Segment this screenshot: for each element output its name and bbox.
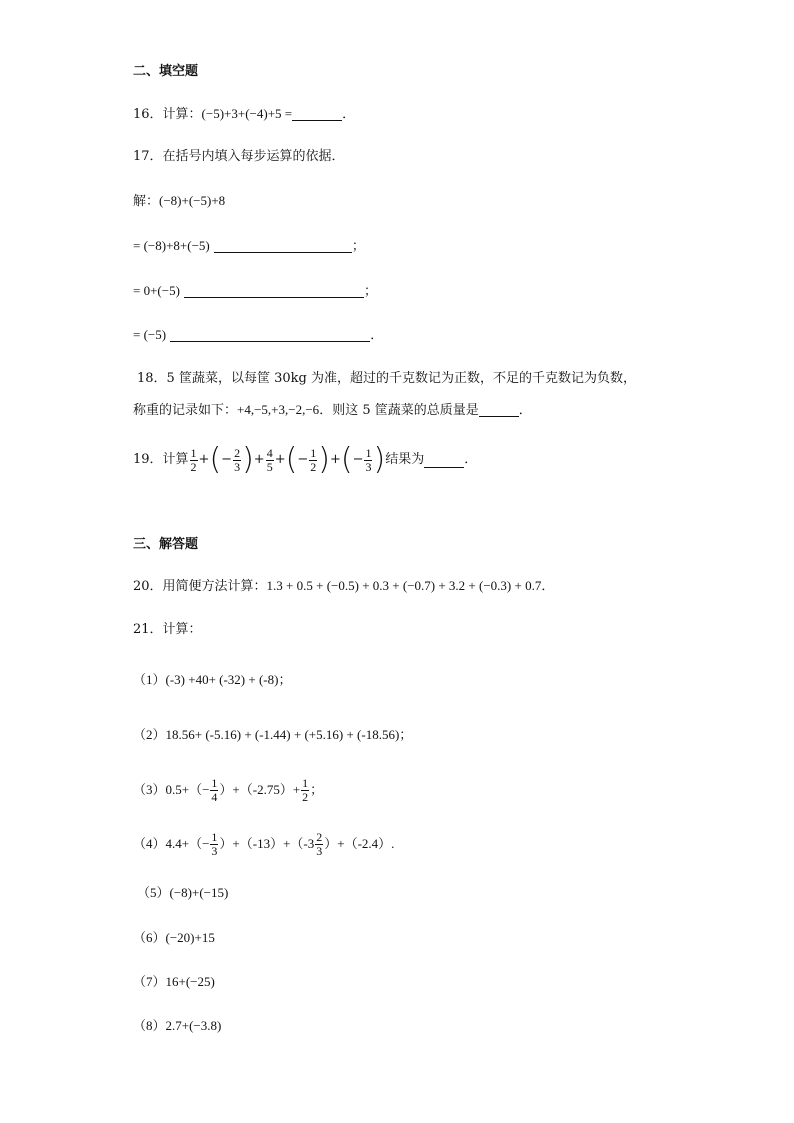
q19-frac-3-den: 5 <box>266 459 273 474</box>
q21-p4-c: ）+（-2.4）. <box>324 836 395 852</box>
q21-p3-frac-2-den: 2 <box>302 789 309 804</box>
q19-suffix: 结果为 <box>385 452 425 467</box>
q19-frac-1-den: 2 <box>190 459 197 474</box>
q19-prefix: 19．计算 <box>133 452 189 467</box>
q21-p3-a: （3）0.5+（− <box>133 782 210 798</box>
minus-sign: − <box>352 452 364 467</box>
question-21-stem: 21．计算： <box>133 622 202 637</box>
q21-p4-a: （4）4.4+（− <box>133 836 210 852</box>
q17-solution-label: 解： <box>133 194 160 209</box>
q17-step1-end: ； <box>351 239 365 254</box>
q21-p4-frac-1 <box>210 831 218 858</box>
q17-step1-reason-blank[interactable] <box>214 238 352 253</box>
q19-frac-3 <box>266 447 274 474</box>
left-paren: ( <box>285 442 298 477</box>
q18-records-label: 称重的记录如下： <box>133 403 238 418</box>
question-18-line1: 18．5 筐蔬菜，以每筐 30kg 为准，超过的千克数记为正数，不足的千克数记为负数， <box>137 371 636 386</box>
question-17-stem: 17．在括号内填入每步运算的依据． <box>133 149 345 164</box>
q21-part-6: （6）(−20)+15 <box>133 930 215 945</box>
q21-p3-b: ）+（-2.75）+ <box>219 782 301 798</box>
q21-p4-frac-1-den: 3 <box>211 843 218 858</box>
q20-end: ． <box>541 579 555 594</box>
q21-p4-b: ）+（-13）+（-3 <box>219 836 315 852</box>
q18-end: ． <box>518 403 532 418</box>
q21-p4-frac-2-num: 2 <box>316 829 323 844</box>
q19-frac-4-num: 1 <box>310 445 317 460</box>
plus-sign: + <box>329 452 341 467</box>
q16-prefix: 16．计算： <box>133 107 202 122</box>
q17-step3-expr: = (−5) <box>133 327 167 342</box>
section-title-solve: 三、解答题 <box>133 537 199 552</box>
question-20 <box>133 576 554 597</box>
q21-part-4 <box>133 822 394 865</box>
question-17-step3 <box>133 325 383 346</box>
q21-part-2: （2）18.56+ (-5.16) + (-1.44) + (+5.16) + (-18.56)； <box>133 727 413 742</box>
q16-suffix: ． <box>342 107 356 122</box>
q18-answer-blank[interactable] <box>479 402 519 417</box>
q18-records: +4,−5,+3,−2,−6 <box>237 402 320 417</box>
minus-sign: − <box>221 452 233 467</box>
minus-sign: − <box>297 452 309 467</box>
left-paren: ( <box>209 442 222 477</box>
q19-frac-2-num: 2 <box>234 445 241 460</box>
q17-step2-reason-blank[interactable] <box>184 283 364 298</box>
left-paren: ( <box>340 442 353 477</box>
q19-frac-1-num: 1 <box>190 445 197 460</box>
q20-prefix: 20．用简便方法计算： <box>133 579 267 594</box>
q19-frac-5-num: 1 <box>365 445 372 460</box>
q17-step0-expr: (−8)+(−5)+8 <box>159 193 226 208</box>
q21-part-3 <box>133 768 323 811</box>
q21-part-7: （7）16+(−25) <box>133 974 215 989</box>
question-17-step1 <box>133 236 365 257</box>
q19-frac-5-den: 3 <box>365 459 372 474</box>
q19-frac-2 <box>233 447 241 474</box>
q19-frac-1 <box>190 447 198 474</box>
question-17-step2 <box>133 281 377 302</box>
question-19 <box>133 438 477 483</box>
q21-p3-frac-2-num: 1 <box>302 775 309 790</box>
q21-p3-frac-1 <box>210 777 218 804</box>
right-paren: ) <box>373 442 386 477</box>
q21-p3-frac-2 <box>301 777 309 804</box>
question-18-line2 <box>133 400 532 421</box>
q21-p4-frac-2-den: 3 <box>316 843 323 858</box>
q19-frac-4-den: 2 <box>310 459 317 474</box>
q17-step3-end: ． <box>370 328 384 343</box>
q21-p3-frac-1-den: 4 <box>211 789 218 804</box>
q19-frac-3-num: 4 <box>266 445 273 460</box>
plus-sign: + <box>198 452 210 467</box>
question-17-step0 <box>133 191 225 212</box>
q17-step2-end: ； <box>364 284 378 299</box>
q19-frac-5 <box>364 447 372 474</box>
q21-part-1: （1）(-3) +40+ (-32) + (-8)； <box>133 672 292 687</box>
plus-sign: + <box>274 452 286 467</box>
question-16 <box>133 104 355 125</box>
right-paren: ) <box>242 442 254 477</box>
q18-question: ．则这 5 筐蔬菜的总质量是 <box>319 403 479 418</box>
q17-step2-expr: = 0+(−5) <box>133 283 180 298</box>
q21-p3-c: ； <box>310 782 324 798</box>
q21-p4-frac-1-num: 1 <box>211 829 218 844</box>
q21-part-5: （5）(−8)+(−15) <box>137 885 229 900</box>
q21-part-8: （8）2.7+(−3.8) <box>133 1018 222 1033</box>
q17-step3-reason-blank[interactable] <box>170 327 370 342</box>
q16-expression: (−5)+3+(−4)+5 = <box>201 106 293 121</box>
q19-end: ． <box>464 452 478 467</box>
q19-frac-2-den: 3 <box>234 459 241 474</box>
q20-expression: 1.3 + 0.5 + (−0.5) + 0.3 + (−0.7) + 3.2 + (−0.3) + 0.7 <box>266 578 542 593</box>
q16-answer-blank[interactable] <box>292 106 342 121</box>
right-paren: ) <box>318 442 330 477</box>
q21-p4-frac-2 <box>315 831 323 858</box>
section-title-fill-in: 二、填空题 <box>133 64 199 79</box>
q19-frac-4 <box>309 447 317 474</box>
q21-p3-frac-1-num: 1 <box>211 775 218 790</box>
q17-step1-expr: = (−8)+8+(−5) <box>133 238 210 253</box>
plus-sign: + <box>253 452 265 467</box>
q19-answer-blank[interactable] <box>424 453 464 468</box>
